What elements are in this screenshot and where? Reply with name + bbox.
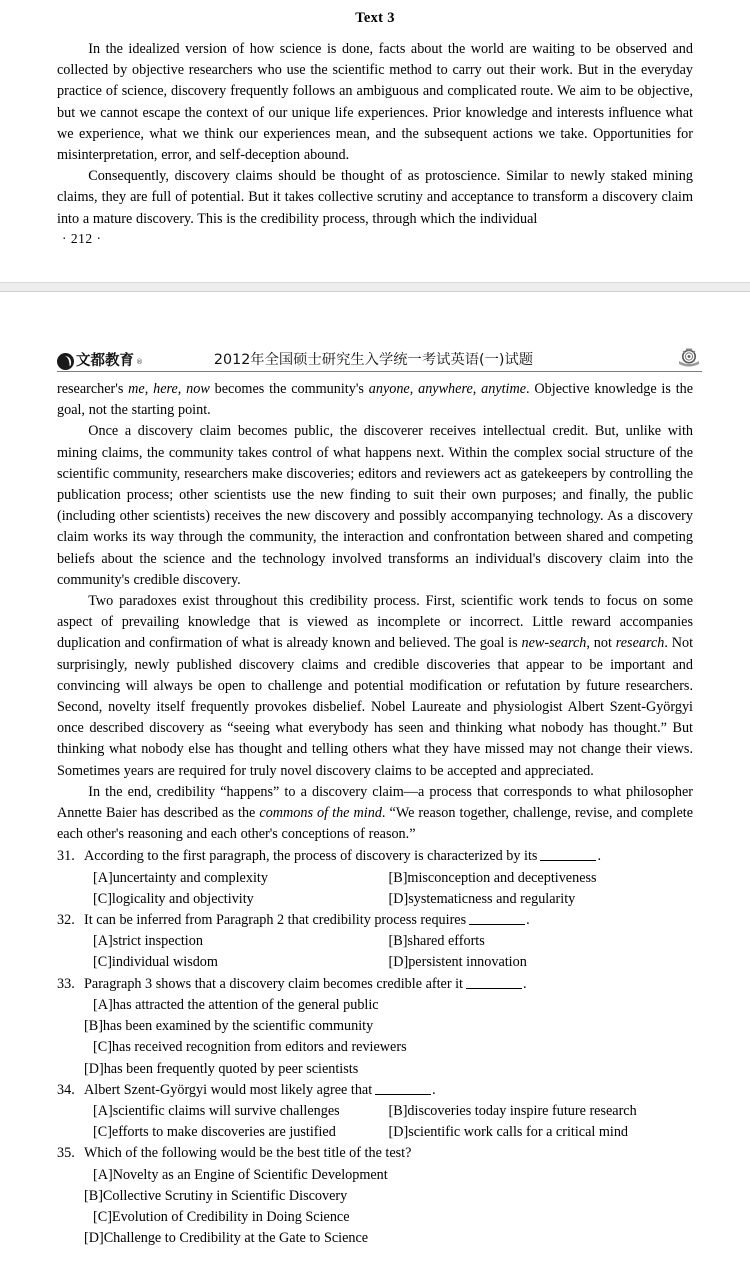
text-run: . “We reason together, challenge, revise, and complete each other's reasoning and each other's conceptions of reason.” [57, 805, 694, 843]
exam-title: 2012年全国硕士研究生入学统一考试英语(一)试题 [213, 352, 534, 368]
page-title: Text 3 [355, 10, 395, 26]
option-label: logicality and objectivity [111, 890, 254, 907]
question-number: 32. [57, 912, 75, 929]
option-tag: [D] [388, 890, 409, 907]
question-stem [57, 910, 693, 931]
text-run: , [409, 381, 419, 397]
question-35 [57, 1143, 693, 1249]
emphasis-anytime: anytime [481, 381, 527, 397]
option-label: Challenge to Credibility at the Gate to Science [103, 1230, 369, 1247]
option-label: has attracted the attention of the general public [112, 996, 379, 1013]
option-b[interactable] [84, 1016, 693, 1037]
option-tag: [C] [93, 1124, 112, 1141]
emphasis-me: me [128, 381, 145, 397]
running-head-rule [57, 371, 702, 372]
page-top-fragment [0, 0, 750, 282]
option-label: efforts to make discoveries are justified [111, 1124, 336, 1141]
emphasis-now: now [186, 381, 210, 397]
question-number: 33. [57, 975, 75, 992]
stem-text: Paragraph 3 shows that a discovery claim becomes credible after it [84, 975, 463, 992]
registered-trademark-icon: ® [136, 357, 143, 366]
question-stem [57, 1143, 693, 1164]
text-run: , not [586, 635, 616, 652]
option-tag: [A] [93, 996, 113, 1013]
option-a[interactable] [84, 1165, 693, 1186]
answer-blank[interactable] [375, 1083, 431, 1095]
question-33 [57, 974, 693, 1080]
running-head [57, 341, 702, 369]
option-label: misconception and deceptiveness [407, 869, 597, 886]
answer-blank[interactable] [469, 913, 525, 925]
option-tag: [C] [93, 1039, 112, 1056]
option-tag: [A] [93, 933, 113, 950]
page-separator [0, 282, 750, 292]
option-label: uncertainty and complexity [112, 869, 268, 886]
stem-punctuation: . [522, 975, 527, 992]
option-c[interactable] [84, 952, 389, 973]
option-b[interactable] [389, 868, 694, 889]
paragraph: Consequently, discovery claims should be thought of as protoscience. Similar to newly staked mining claims, they are full of potential. But it takes collective scrutiny and acceptance to transform a discovery claim into a mature discovery. This is the credibility process, through which the individual [57, 168, 693, 227]
option-tag: [B] [388, 869, 408, 886]
option-tag: [C] [93, 890, 112, 907]
stem-text: Albert Szent-Györgyi would most likely agree that [84, 1081, 373, 1098]
option-d[interactable] [389, 1122, 694, 1143]
question-text: Which of the following would be the best title of the test? [84, 1145, 412, 1162]
option-a[interactable] [84, 868, 389, 889]
option-tag: [B] [84, 1187, 103, 1204]
option-b[interactable] [389, 1101, 694, 1122]
text-run: researcher's [57, 381, 129, 397]
option-label: Novelty as an Engine of Scientific Development [112, 1166, 388, 1183]
option-label: has received recognition from editors and reviewers [111, 1039, 407, 1056]
option-tag: [C] [93, 954, 112, 971]
option-label: systematicness and regularity [408, 890, 576, 907]
paragraph: In the idealized version of how science is done, facts about the world are waiting to be observed and collected by objective researchers who use the scientific method to carry out their work. But in the everyday practice of science, discovery frequently follows an ambiguous and complicated route. We aim to be objective, but we cannot escape the context of our unique life experiences. Prior knowledge and interests influence what we experience, what we think our experiences mean, and the subsequent actions we take. Opportunities for misinterpretation, error, and self-deception abound. [57, 41, 693, 164]
option-c[interactable] [84, 889, 389, 910]
paragraph: Once a discovery claim becomes public, the discoverer receives intellectual credit. But, unlike with mining claims, the community takes control of what happens next. Within the complex social structure of the scientific community, researchers make discoveries; editors and reviewers act as gatekeepers by controlling the publication process; other scientists use the new finding to suit their own purposes; and finally, the public (including other scientists) receives the new discovery and possibly accompanying technology. As a discovery claim works its way through the community, the interaction and confrontation between shared and competing beliefs about the science and the technology involved transforms an individual's discovery claim into the community's credible discovery. [57, 423, 693, 588]
option-group [57, 1101, 693, 1143]
page-top-body [57, 39, 693, 230]
question-number: 34. [57, 1081, 75, 1098]
emphasis-research: research [615, 635, 665, 652]
option-label: strict inspection [112, 933, 203, 950]
question-34 [57, 1080, 693, 1144]
option-label: shared efforts [407, 933, 485, 950]
answer-blank[interactable] [540, 849, 596, 861]
option-tag: [B] [388, 933, 408, 950]
question-number: 31. [57, 848, 75, 865]
wendu-circle-logo-icon [57, 353, 74, 370]
text-run: , [177, 381, 187, 397]
option-c[interactable] [84, 1122, 389, 1143]
page-top-margin [0, 292, 750, 341]
option-d[interactable] [389, 889, 694, 910]
option-label: persistent innovation [408, 954, 527, 971]
stem-punctuation: . [597, 848, 601, 865]
text-run: Two paradoxes exist throughout this credibility process. First, scientific work tends to focus on some aspect of prevailing knowledge that is viewed as incomplete or incorrect. Little reward accompanies duplication and confirmation of what is already known and believed. The goal is [57, 593, 693, 652]
option-group [57, 1165, 693, 1250]
text-run: becomes the community's [209, 381, 369, 397]
option-tag: [A] [93, 1102, 113, 1119]
option-group [57, 868, 693, 910]
option-label: has been examined by the scientific community [102, 1018, 374, 1035]
question-stem [57, 846, 693, 867]
page-bottom-body [57, 379, 693, 1249]
option-c[interactable] [84, 1037, 693, 1058]
option-label: individual wisdom [111, 954, 218, 971]
option-d[interactable] [84, 1059, 693, 1080]
stem-text: It can be inferred from Paragraph 2 that credibility process requires [84, 912, 467, 929]
answer-blank[interactable] [466, 977, 522, 989]
question-32 [57, 910, 693, 974]
option-a[interactable] [84, 1101, 389, 1122]
page-number: · 212 · [62, 230, 102, 246]
question-31 [57, 846, 693, 910]
question-text [84, 846, 693, 867]
question-stem [57, 974, 693, 995]
option-d[interactable] [84, 1228, 693, 1249]
brand-name: 文都教育 [76, 353, 134, 370]
question-list [57, 846, 693, 1249]
paragraph [57, 591, 693, 782]
option-label: discoveries today inspire future research [407, 1102, 637, 1119]
option-b[interactable] [389, 931, 694, 952]
option-tag: [C] [93, 1208, 112, 1225]
text-run: , [144, 381, 154, 397]
option-tag: [D] [388, 1124, 409, 1141]
stem-text: According to the first paragraph, the process of discovery is characterized by its [84, 848, 538, 865]
emphasis-here: here [153, 381, 178, 397]
option-tag: [A] [93, 1166, 113, 1183]
question-number: 35. [57, 1145, 75, 1162]
option-a[interactable] [84, 995, 693, 1016]
option-tag: [B] [388, 1102, 408, 1119]
option-label: scientific work calls for a critical mind [408, 1124, 629, 1141]
option-tag: [D] [388, 954, 409, 971]
emphasis-new-search: new-search [521, 635, 587, 652]
question-text [84, 1080, 693, 1101]
text-run: In the end, credibility “happens” to a discovery claim—a process that corresponds to what philosopher Annette Baier has described as the [57, 783, 693, 822]
brand-logo [57, 353, 143, 370]
text-run: . Objective knowledge is the goal, not the starting point. [57, 381, 694, 419]
option-group [57, 995, 693, 1080]
option-a[interactable] [84, 931, 389, 952]
option-label: scientific claims will survive challenges [112, 1102, 340, 1119]
option-b[interactable] [84, 1186, 693, 1207]
paragraph [57, 379, 693, 421]
paragraph [57, 782, 693, 846]
question-text [84, 974, 693, 995]
option-tag: [D] [84, 1230, 104, 1247]
page-bottom [0, 341, 750, 1255]
text-run: . Not surprisingly, newly published discovery claims and credible discoveries that appear to be important and convincing will always be open to challenge and potential modification or refutation by future researchers. Second, novelty itself frequently provokes disbelief. Nobel Laureate and physiologist Albert Szent-Györgyi once described discovery as “seeing what everybody has seen and thinking what nobody has thought.” But thinking what nobody else has thought and telling others what they have missed may not change their views. Sometimes years are required for truly novel discovery claims to be accepted and appreciated. [57, 635, 694, 779]
question-stem [57, 1080, 693, 1101]
emphasis-commons-of-the-mind: commons of the mind [259, 805, 382, 822]
text-run: , [472, 381, 482, 397]
option-d[interactable] [389, 952, 694, 973]
option-label: Evolution of Credibility in Doing Science [111, 1208, 350, 1225]
option-c[interactable] [84, 1207, 693, 1228]
emphasis-anyone: anyone [368, 381, 410, 397]
option-group [57, 931, 693, 973]
stem-punctuation: . [432, 1081, 436, 1098]
question-text [84, 910, 693, 931]
option-tag: [A] [93, 869, 113, 886]
exam-seal-emblem-icon [676, 347, 702, 369]
stem-punctuation: . [526, 912, 530, 929]
emphasis-anywhere: anywhere [418, 381, 473, 397]
option-label: Collective Scrutiny in Scientific Discovery [102, 1187, 348, 1204]
option-tag: [D] [84, 1060, 104, 1077]
option-tag: [B] [84, 1018, 103, 1035]
option-label: has been frequently quoted by peer scientists [103, 1060, 359, 1077]
